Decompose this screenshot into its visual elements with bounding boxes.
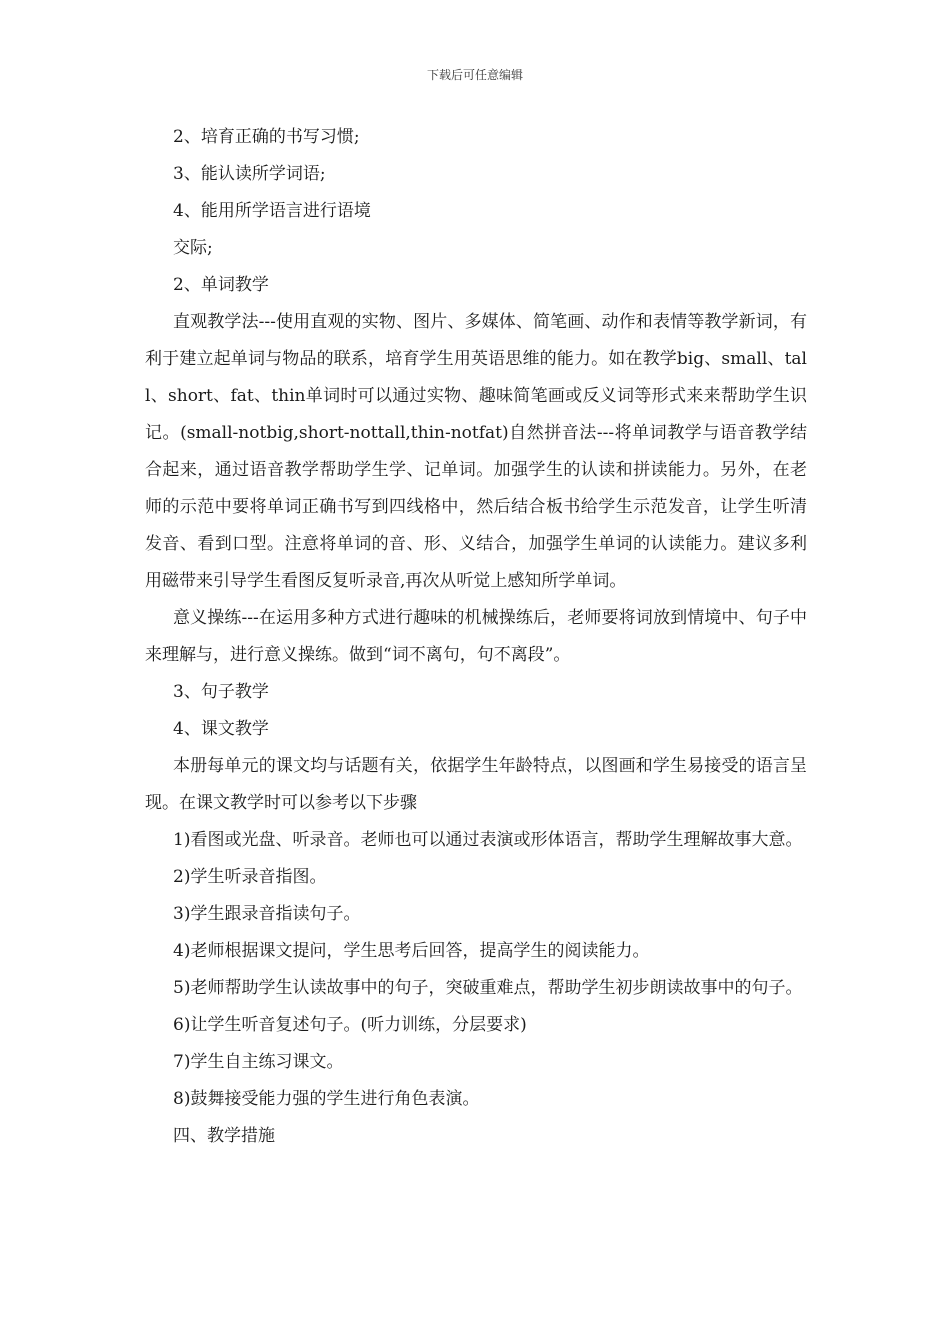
section-heading-sentence-teaching: 3、句子教学: [173, 682, 269, 702]
step-4: 4)老师根据课文提问，学生思考后回答，提高学生的阅读能力。: [173, 941, 650, 961]
paragraph-goal-3: 3、能认读所学词语;: [173, 164, 326, 184]
step-3: 3)学生跟录音指读句子。: [173, 904, 361, 924]
paragraph-intuitive-method: 直观教学法---使用直观的实物、图片、多媒体、简笔画、动作和表情等教学新词，有利于建立起单词与物品的联系，培育学生用英语思维的能力。如在教学big、small、tall、short、fat、thin单词时可以通过实物、趣味简笔画或反义词等形式来来帮助学生识记。(small-notbig,short-nottall,thin-notfat)自然拼音法---将单词教学与语音教学结合起来，通过语音教学帮助学生学、记单词。加强学生的认读和拼读能力。另外，在老师的示范中要将单词正确书写到四线格中，然后结合板书给学生示范发音，让学生听清发音、看到口型。注意将单词的音、形、义结合，加强学生单词的认读能力。建议多利用磁带来引导学生看图反复听录音,再次从听觉上感知所学单词。: [145, 312, 807, 591]
section-heading-word-teaching: 2、单词教学: [173, 275, 269, 295]
step-8: 8)鼓舞接受能力强的学生进行角色表演。: [173, 1089, 480, 1109]
step-5: 5)老师帮助学生认读故事中的句子，突破重难点，帮助学生初步朗读故事中的句子。: [173, 978, 803, 998]
paragraph-goal-4: 4、能用所学语言进行语境: [173, 201, 371, 221]
step-7: 7)学生自主练习课文。: [173, 1052, 344, 1072]
paragraph-goal-4-cont: 交际;: [173, 238, 213, 258]
section-heading-teaching-measures: 四、教学措施: [173, 1126, 275, 1146]
step-6: 6)让学生听音复述句子。(听力训练，分层要求): [173, 1015, 527, 1035]
section-heading-text-teaching: 4、课文教学: [173, 719, 269, 739]
step-2: 2)学生听录音指图。: [173, 867, 327, 887]
page-header: 下载后可任意编辑: [426, 68, 523, 82]
paragraph-text-intro: 本册每单元的课文均与话题有关，依据学生年龄特点，以图画和学生易接受的语言呈现。在课文教学时可以参考以下步骤: [145, 756, 807, 813]
document-body: [145, 119, 807, 1155]
paragraph-meaning-practice: 意义操练---在运用多种方式进行趣味的机械操练后，老师要将词放到情境中、句子中来理解与，进行意义操练。做到“词不离句，句不离段”。: [145, 608, 807, 665]
paragraph-goal-2: 2、培育正确的书写习惯;: [173, 127, 360, 147]
step-1: 1)看图或光盘、听录音。老师也可以通过表演或形体语言，帮助学生理解故事大意。: [173, 830, 803, 850]
